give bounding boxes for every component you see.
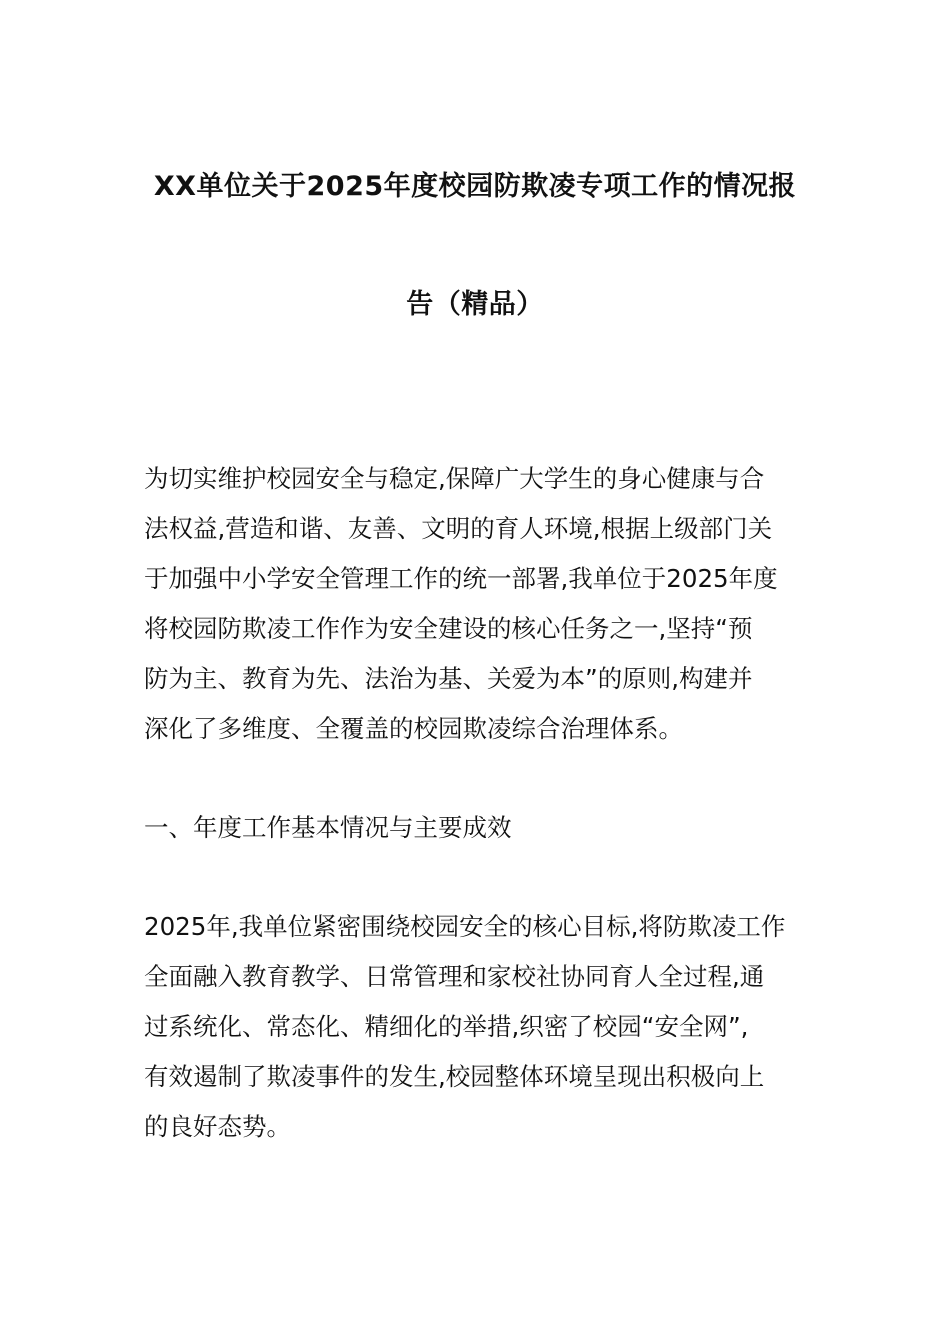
paragraph-line: 为切实维护校园安全与稳定,保障广大学生的身心健康与合 [144, 464, 765, 493]
paragraph-line: 深化了多维度、全覆盖的校园欺凌综合治理体系。 [144, 714, 683, 743]
section-paragraph [144, 902, 808, 1152]
paragraph-line: 全面融入教育教学、日常管理和家校社协同育人全过程,通 [144, 962, 765, 991]
paragraph-line: 2025年,我单位紧密围绕校园安全的核心目标,将防欺凌工作 [144, 912, 786, 941]
paragraph-line: 有效遏制了欺凌事件的发生,校园整体环境呈现出积极向上 [144, 1062, 765, 1091]
paragraph-line: 法权益,营造和谐、友善、文明的育人环境,根据上级部门关 [144, 514, 773, 543]
document-title-line-1: XX单位关于2025年度校园防欺凌专项工作的情况报 [153, 171, 797, 202]
paragraph-line: 将校园防欺凌工作作为安全建设的核心任务之一,坚持“预 [144, 614, 753, 643]
paragraph-line: 于加强中小学安全管理工作的统一部署,我单位于2025年度 [144, 564, 778, 593]
section-heading-text: 一、年度工作基本情况与主要成效 [144, 813, 512, 842]
document-title-line-2: 告（精品） [406, 289, 544, 320]
section-heading [144, 803, 808, 853]
paragraph-line: 的良好态势。 [144, 1112, 291, 1141]
paragraph-line: 过系统化、常态化、精细化的举措,织密了校园“安全网”, [144, 1012, 749, 1041]
paragraph-line: 防为主、教育为先、法治为基、关爱为本”的原则,构建并 [144, 664, 753, 693]
intro-paragraph [144, 454, 808, 754]
